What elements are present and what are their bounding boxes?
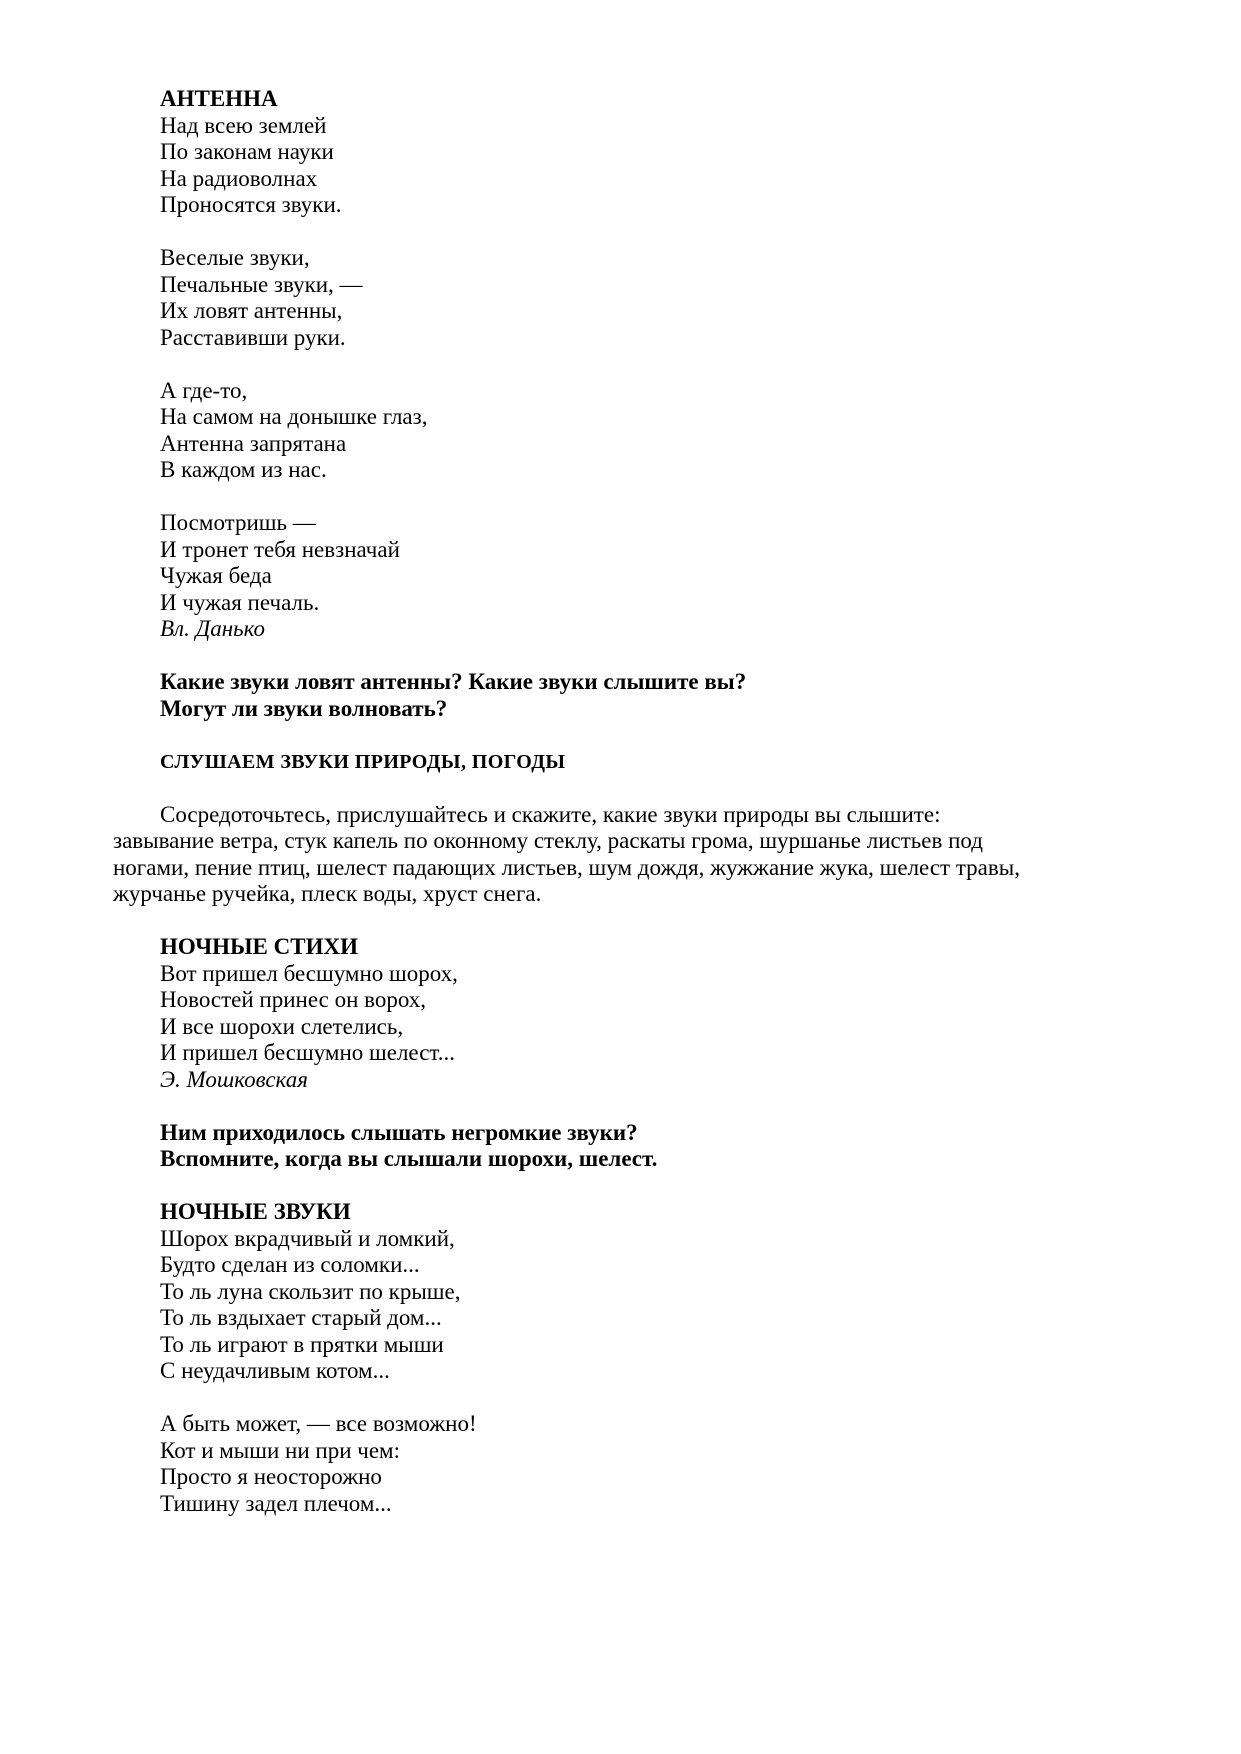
poem-line: Над всею землей bbox=[160, 112, 327, 138]
question-line: Ним приходилось слышать негромкие звуки? bbox=[160, 1119, 638, 1145]
poem-line: То ль играют в прятки мыши bbox=[160, 1331, 444, 1357]
blank-line bbox=[113, 775, 1028, 802]
poem-stanza bbox=[160, 113, 1028, 219]
poem-line: Чужая беда bbox=[160, 563, 272, 588]
question-line: Вспомните, когда вы слышали шорохи, шелест. bbox=[160, 1146, 658, 1171]
poem-line: Вот пришел бесшумно шорох, bbox=[160, 960, 458, 986]
poem-stanza bbox=[160, 378, 1028, 484]
poem-line: На самом на донышке глаз, bbox=[160, 404, 428, 429]
document-content bbox=[113, 86, 1028, 1517]
poem-line: И все шорохи слетелись, bbox=[160, 1013, 404, 1039]
poem-line: Посмотришь — bbox=[160, 510, 316, 535]
poem-stanza bbox=[160, 245, 1028, 351]
blank-line bbox=[113, 1093, 1028, 1120]
question-block bbox=[160, 1120, 1028, 1173]
poem-line: По законам науки bbox=[160, 139, 334, 164]
poem-line: И пришел бесшумно шелест... bbox=[160, 1040, 455, 1065]
poem-line: Печальные звуки, — bbox=[160, 271, 363, 297]
body-paragraph: Сосредоточьтесь, прислушайтесь и скажите, какие звуки природы вы слышите: завывание ветра, стук капель по оконному стеклу, раскаты грома, шуршанье листьев под ногами, пение птиц, шелест падающих листьев, шум дождя, жужжание жука, шелест травы, журчанье ручейка, плеск воды, хруст снега. bbox=[113, 801, 1020, 906]
blank-line bbox=[113, 722, 1028, 749]
poem-title: НОЧНЫЕ СТИХИ bbox=[160, 934, 358, 959]
poem-stanza bbox=[160, 1226, 1028, 1385]
poem-stanza bbox=[160, 1411, 1028, 1517]
poem-title: АНТЕННА bbox=[160, 86, 278, 111]
poem-line: Расставивши руки. bbox=[160, 324, 346, 350]
poem-line: Кот и мыши ни при чем: bbox=[160, 1437, 400, 1463]
blank-line bbox=[113, 351, 1028, 378]
poem-line: Тишину задел плечом... bbox=[160, 1490, 392, 1516]
section-heading: СЛУШАЕМ ЗВУКИ ПРИРОДЫ, ПОГОДЫ bbox=[160, 750, 566, 773]
poem-line: Просто я неосторожно bbox=[160, 1464, 382, 1489]
poem-line: И чужая печаль. bbox=[160, 589, 320, 615]
poem-line: А где-то, bbox=[160, 377, 248, 403]
poem-line: Их ловят антенны, bbox=[160, 298, 343, 323]
blank-line bbox=[113, 908, 1028, 935]
blank-line bbox=[113, 1385, 1028, 1412]
poem-author: Вл. Данько bbox=[160, 616, 265, 641]
question-block bbox=[160, 669, 1028, 722]
question-line: Какие звуки ловят антенны? Какие звуки слышите вы? bbox=[160, 669, 747, 694]
poem-line: И тронет тебя невзначай bbox=[160, 536, 400, 562]
poem-line: С неудачливым котом... bbox=[160, 1358, 390, 1383]
poem-line: То ль вздыхает старый дом... bbox=[160, 1305, 442, 1330]
poem-line: Проносятся звуки. bbox=[160, 192, 342, 217]
poem-line: То ль луна скользит по крыше, bbox=[160, 1278, 461, 1304]
poem-line: Новостей принес он ворох, bbox=[160, 987, 427, 1012]
blank-line bbox=[113, 643, 1028, 670]
poem-stanza bbox=[160, 961, 1028, 1067]
poem-line: Антенна запрятана bbox=[160, 430, 347, 456]
poem-line: Шорох вкрадчивый и ломкий, bbox=[160, 1225, 455, 1251]
poem-line: На радиоволнах bbox=[160, 165, 318, 191]
poem-stanza bbox=[160, 510, 1028, 616]
poem-line: Веселые звуки, bbox=[160, 245, 310, 270]
blank-line bbox=[113, 1173, 1028, 1200]
poem-author: Э. Мошковская bbox=[160, 1066, 308, 1092]
poem-title: НОЧНЫЕ ЗВУКИ bbox=[160, 1199, 351, 1224]
blank-line bbox=[113, 484, 1028, 511]
poem-line: Будто сделан из соломки... bbox=[160, 1252, 420, 1277]
question-line: Могут ли звуки волновать? bbox=[160, 695, 448, 721]
poem-line: А быть может, — все возможно! bbox=[160, 1411, 477, 1436]
blank-line bbox=[113, 219, 1028, 246]
poem-line: В каждом из нас. bbox=[160, 457, 327, 482]
